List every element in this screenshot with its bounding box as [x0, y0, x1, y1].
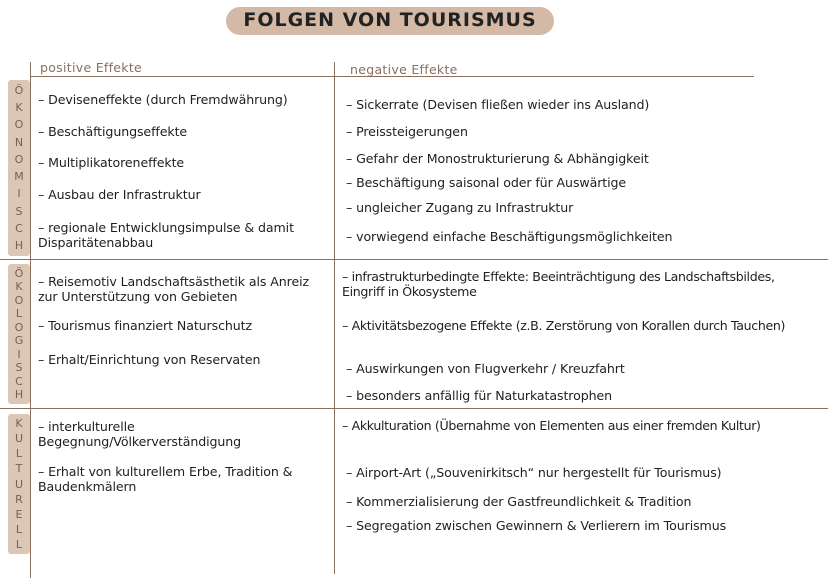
category-letter: L — [15, 447, 23, 461]
category-letter: E — [15, 507, 23, 521]
category-letter: G — [14, 334, 24, 348]
category-letter: S — [15, 361, 23, 375]
list-item: – besonders anfällig für Naturkatastrophen — [346, 388, 613, 403]
header-negative: negative Effekte — [350, 62, 458, 77]
list-item: – Sickerrate (Devisen fließen wieder ins Ausland) — [346, 97, 650, 112]
category-oekonomisch — [9, 84, 29, 252]
row-divider-1 — [0, 259, 828, 260]
category-letter: C — [15, 374, 23, 388]
category-letter: L — [15, 538, 23, 551]
list-item: – Beschäftigungseffekte — [38, 124, 188, 139]
list-item: – Akkulturation (Übernahme von Elementen aus einer fremden Kultur) — [342, 418, 761, 433]
list-item: – Gefahr der Monostrukturierung & Abhängigkeit — [346, 151, 649, 166]
category-letter: U — [14, 477, 24, 491]
category-letter: R — [15, 492, 23, 506]
list-item: – Erhalt von kulturellem Erbe, Tradition & Baudenkmälern — [38, 464, 293, 494]
list-item: – ungleicher Zugang zu Infrastruktur — [346, 200, 574, 215]
category-letter: I — [17, 187, 21, 201]
category-letter: H — [14, 238, 24, 252]
category-letter: H — [14, 387, 24, 401]
category-letter: T — [15, 462, 23, 476]
category-letter: L — [15, 522, 23, 536]
category-letter: N — [14, 135, 24, 149]
category-letter: O — [14, 118, 24, 132]
center-vertical-line — [334, 62, 335, 574]
category-letter: I — [17, 347, 21, 361]
list-item: – Reisemotiv Landschaftsästhetik als Anreiz zur Unterstützung von Gebieten — [38, 274, 310, 304]
list-item: – Kommerzialisierung der Gastfreundlichkeit & Tradition — [346, 494, 692, 509]
left-vertical-line — [30, 62, 31, 578]
list-item: – Ausbau der Infrastruktur — [38, 187, 201, 202]
category-letter: O — [14, 152, 24, 166]
page-title: FOLGEN VON TOURISMUS — [243, 9, 537, 31]
list-item: – interkulturelle Begegnung/Völkerverständigung — [38, 419, 242, 449]
category-letter: K — [15, 280, 23, 294]
category-letter: Ö — [14, 84, 24, 97]
list-item: – Tourismus finanziert Naturschutz — [38, 318, 253, 333]
list-item: – Auswirkungen von Flugverkehr / Kreuzfahrt — [346, 361, 625, 376]
category-oekologisch — [9, 267, 29, 401]
list-item: – infrastrukturbedingte Effekte: Beeinträchtigung des Landschaftsbildes, Eingriff in Ökosysteme — [342, 269, 775, 299]
list-item: – Multiplikatoreneffekte — [38, 155, 185, 170]
header-positive: positive Effekte — [40, 60, 143, 75]
category-letter: O — [14, 293, 24, 307]
category-letter: L — [15, 307, 23, 321]
row-divider-2 — [0, 408, 828, 409]
category-letter: S — [15, 204, 23, 218]
category-letter: C — [15, 221, 23, 235]
category-kulturell — [9, 417, 29, 551]
list-item: – vorwiegend einfache Beschäftigungsmöglichkeiten — [346, 229, 673, 244]
list-item: – regionale Entwicklungsimpulse & damit Disparitätenabbau — [38, 220, 294, 250]
list-item: – Aktivitätsbezogene Effekte (z.B. Zerstörung von Korallen durch Tauchen) — [342, 318, 786, 333]
list-item: – Preissteigerungen — [346, 124, 468, 139]
category-letter: M — [14, 170, 24, 184]
list-item: – Beschäftigung saisonal oder für Auswärtige — [346, 175, 627, 190]
list-item: – Erhalt/Einrichtung von Reservaten — [38, 352, 261, 367]
category-letter: O — [14, 320, 24, 334]
list-item: – Airport-Art („Souvenirkitsch“ nur hergestellt für Tourismus) — [346, 465, 722, 480]
category-letter: U — [14, 432, 24, 446]
list-item: – Segregation zwischen Gewinnern & Verlierern im Tourismus — [346, 518, 727, 533]
list-item: – Deviseneffekte (durch Fremdwährung) — [38, 92, 288, 107]
category-letter: Ö — [14, 267, 24, 280]
category-letter: K — [15, 101, 23, 115]
category-letter: K — [15, 417, 23, 430]
